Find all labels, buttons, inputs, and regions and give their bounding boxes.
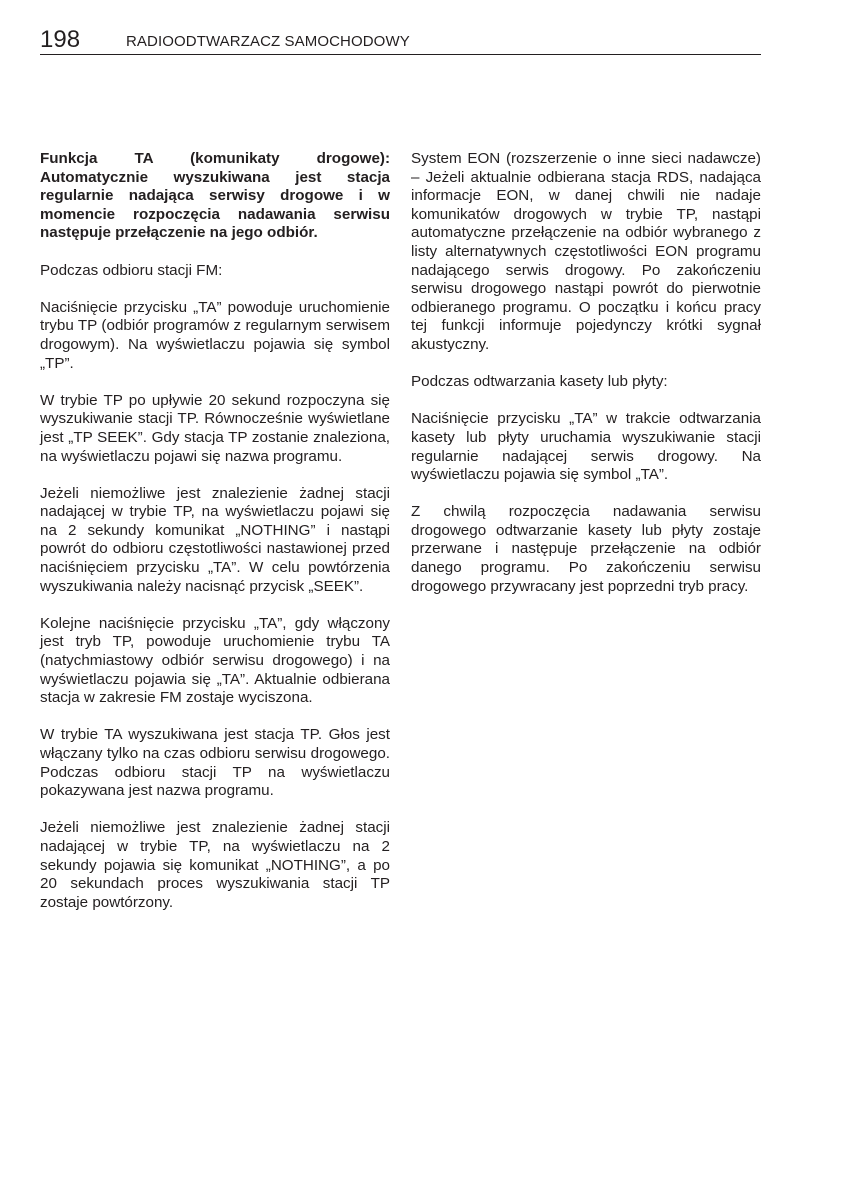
paragraph: Z chwilą rozpoczęcia nadawania serwisu drogowego odtwarzanie kasety lub płyty zostaje przerwane i następuje przełączenie na odbiór danego programu. Po zakończeniu serwisu drogowego przywracany jest poprzedni tryb pracy. [411, 503, 761, 595]
left-column [40, 150, 390, 931]
page-number: 198 [40, 26, 81, 53]
paragraph: Jeżeli niemożliwe jest znalezienie żadnej stacji nadającej w trybie TP, na wyświetlaczu na 2 sekundy pojawia się komunikat „NOTHING”, a po 20 sekundach proces wyszukiwania stacji TP zostaje powtórzony. [40, 819, 390, 911]
paragraph: Podczas odbioru stacji FM: [40, 261, 223, 279]
paragraph: Jeżeli niemożliwe jest znalezienie żadnej stacji nadającej w trybie TP, na wyświetlaczu pojawi się na 2 sekundy komunikat „NOTHING” i nastąpi powrót do odbioru częstotliwości nastawionej przed naciśnięciem przycisku „TA”. W celu powtórzenia wyszukiwania należy nacisnąć przycisk „SEEK”. [40, 484, 390, 595]
section-title: RADIOODTWARZACZ SAMOCHODOWY [126, 33, 410, 50]
right-column [411, 150, 761, 615]
paragraph: Naciśnięcie przycisku „TA” w trakcie odtwarzania kasety lub płyty uruchamia wyszukiwanie stacji regularnie nadającej serwis drogowy. Na wyświetlaczu pojawia się symbol „TA”. [411, 410, 761, 484]
paragraph: W trybie TA wyszukiwana jest stacja TP. Głos jest włączany tylko na czas odbioru serwisu drogowego. Podczas odbioru stacji TP na wyświetlaczu pokazywana jest nazwa programu. [40, 726, 390, 800]
paragraph: W trybie TP po upływie 20 sekund rozpoczyna się wyszukiwanie stacji TP. Równocześnie wyświetlane jest „TP SEEK”. Gdy stacja TP zostanie znaleziona, na wyświetlaczu pojawi się nazwa programu. [40, 391, 390, 465]
paragraph: Naciśnięcie przycisku „TA” powoduje uruchomienie trybu TP (odbiór programów z regularnym serwisem drogowym). Na wyświetlaczu pojawia się symbol „TP”. [40, 298, 390, 372]
intro-paragraph: Funkcja TA (komunikaty drogowe): Automatycznie wyszukiwana jest stacja regularnie nadająca serwisy drogowe i w momencie rozpoczęcia nadawania serwisu następuje przełączenie na jego odbiór. [40, 150, 390, 242]
page-header [40, 26, 761, 55]
paragraph: Podczas odtwarzania kasety lub płyty: [411, 373, 668, 391]
paragraph: Kolejne naciśnięcie przycisku „TA”, gdy włączony jest tryb TP, powoduje uruchomienie trybu TA (natychmiastowy odbiór serwisu drogowego) i na wyświetlaczu pojawia się „TA”. Aktualnie odbierana stacja w zakresie FM zostaje wyciszona. [40, 614, 390, 707]
paragraph: System EON (rozszerzenie o inne sieci nadawcze) – Jeżeli aktualnie odbierana stacja RDS, nadająca informacje EON, w danej chwili nie nadaje komunikatów drogowych w trybie TP, nastąpi automatyczne przełączenie na odbiór wybranego z listy alternatywnych częstotliwości EON programu nadającego serwis drogowy. Po zakończeniu serwisu drogowego nastąpi powrót do pierwotnie odbieranego programu. O początku i końcu pracy tej funkcji informuje pojedynczy krótki sygnał akustyczny. [411, 150, 761, 353]
